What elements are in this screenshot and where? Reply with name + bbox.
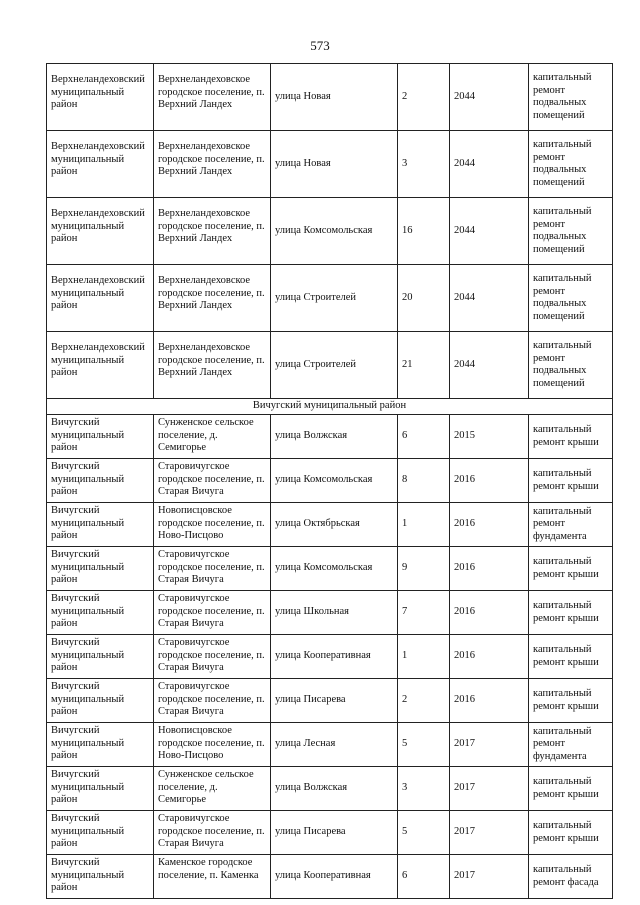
cell-work: капитальный ремонт крыши: [529, 459, 613, 503]
cell-house: 8: [398, 459, 450, 503]
cell-year: 2044: [450, 265, 529, 332]
table-row: [47, 265, 613, 332]
cell-street: улица Писарева: [271, 679, 398, 723]
cell-district: Вичугский муниципальный район: [47, 503, 154, 547]
cell-settlement: Верхнеландеховское городское поселение, п. Верхний Ландех: [154, 64, 271, 131]
table-row: [47, 591, 613, 635]
cell-settlement: Верхнеландеховское городское поселение, п. Верхний Ландех: [154, 198, 271, 265]
cell-house: 1: [398, 503, 450, 547]
table-row: [47, 198, 613, 265]
cell-house: 9: [398, 547, 450, 591]
section-header: [47, 399, 613, 415]
cell-district: Вичугский муниципальный район: [47, 635, 154, 679]
cell-work: капитальный ремонт крыши: [529, 767, 613, 811]
cell-year: 2016: [450, 591, 529, 635]
cell-work: капитальный ремонт подвальных помещений: [529, 265, 613, 332]
cell-work: капитальный ремонт фасада: [529, 855, 613, 899]
cell-district: Верхнеландеховский муниципальный район: [47, 64, 154, 131]
cell-district: Вичугский муниципальный район: [47, 547, 154, 591]
cell-settlement: Старовичугское городское поселение, п. Старая Вичуга: [154, 547, 271, 591]
table-row: [47, 415, 613, 459]
upper-rows: [47, 64, 613, 399]
cell-district: Вичугский муниципальный район: [47, 723, 154, 767]
cell-settlement: Верхнеландеховское городское поселение, п. Верхний Ландех: [154, 265, 271, 332]
cell-house: 2: [398, 64, 450, 131]
cell-district: Верхнеландеховский муниципальный район: [47, 131, 154, 198]
cell-work: капитальный ремонт фундамента: [529, 723, 613, 767]
cell-year: 2015: [450, 415, 529, 459]
cell-settlement: Сунженское сельское поселение, д. Семигорье: [154, 415, 271, 459]
cell-year: 2016: [450, 459, 529, 503]
cell-year: 2017: [450, 723, 529, 767]
cell-house: 21: [398, 332, 450, 399]
table-row: [47, 547, 613, 591]
cell-settlement: Каменское городское поселение, п. Каменка: [154, 855, 271, 899]
cell-street: улица Строителей: [271, 265, 398, 332]
table-row: [47, 131, 613, 198]
cell-year: 2044: [450, 332, 529, 399]
cell-year: 2044: [450, 131, 529, 198]
cell-year: 2016: [450, 679, 529, 723]
cell-year: 2017: [450, 767, 529, 811]
cell-district: Вичугский муниципальный район: [47, 591, 154, 635]
table-row: [47, 811, 613, 855]
cell-settlement: Старовичугское городское поселение, п. Старая Вичуга: [154, 811, 271, 855]
cell-house: 20: [398, 265, 450, 332]
cell-settlement: Старовичугское городское поселение, п. Старая Вичуга: [154, 459, 271, 503]
cell-year: 2044: [450, 64, 529, 131]
cell-street: улица Волжская: [271, 767, 398, 811]
cell-district: Вичугский муниципальный район: [47, 459, 154, 503]
cell-house: 3: [398, 767, 450, 811]
cell-street: улица Комсомольская: [271, 459, 398, 503]
cell-house: 6: [398, 855, 450, 899]
cell-work: капитальный ремонт крыши: [529, 635, 613, 679]
cell-year: 2017: [450, 811, 529, 855]
cell-house: 3: [398, 131, 450, 198]
table-row: [47, 503, 613, 547]
cell-street: улица Комсомольская: [271, 547, 398, 591]
table-row: [47, 64, 613, 131]
section-title: Вичугский муниципальный район: [47, 399, 613, 415]
repair-schedule-table: [46, 63, 613, 899]
cell-street: улица Новая: [271, 64, 398, 131]
cell-work: капитальный ремонт подвальных помещений: [529, 64, 613, 131]
table-row: [47, 855, 613, 899]
cell-settlement: Старовичугское городское поселение, п. Старая Вичуга: [154, 635, 271, 679]
cell-street: улица Волжская: [271, 415, 398, 459]
cell-district: Верхнеландеховский муниципальный район: [47, 265, 154, 332]
cell-district: Вичугский муниципальный район: [47, 679, 154, 723]
cell-street: улица Октябрьская: [271, 503, 398, 547]
cell-work: капитальный ремонт подвальных помещений: [529, 131, 613, 198]
table-row: [47, 459, 613, 503]
cell-district: Верхнеландеховский муниципальный район: [47, 332, 154, 399]
cell-settlement: Новописцовское городское поселение, п. Ново-Писцово: [154, 503, 271, 547]
cell-settlement: Новописцовское городское поселение, п. Ново-Писцово: [154, 723, 271, 767]
cell-street: улица Лесная: [271, 723, 398, 767]
cell-street: улица Школьная: [271, 591, 398, 635]
table-row: [47, 332, 613, 399]
cell-year: 2017: [450, 855, 529, 899]
cell-house: 5: [398, 811, 450, 855]
cell-house: 5: [398, 723, 450, 767]
cell-year: 2016: [450, 503, 529, 547]
cell-year: 2016: [450, 547, 529, 591]
cell-street: улица Строителей: [271, 332, 398, 399]
page-number: 573: [310, 38, 330, 53]
cell-district: Вичугский муниципальный район: [47, 811, 154, 855]
cell-work: капитальный ремонт подвальных помещений: [529, 198, 613, 265]
cell-district: Вичугский муниципальный район: [47, 415, 154, 459]
cell-district: Верхнеландеховский муниципальный район: [47, 198, 154, 265]
cell-house: 7: [398, 591, 450, 635]
cell-year: 2044: [450, 198, 529, 265]
table-row: [47, 679, 613, 723]
cell-house: 6: [398, 415, 450, 459]
cell-work: капитальный ремонт подвальных помещений: [529, 332, 613, 399]
cell-street: улица Новая: [271, 131, 398, 198]
cell-work: капитальный ремонт крыши: [529, 591, 613, 635]
cell-work: капитальный ремонт крыши: [529, 811, 613, 855]
table-row: [47, 635, 613, 679]
cell-work: капитальный ремонт крыши: [529, 679, 613, 723]
cell-settlement: Верхнеландеховское городское поселение, п. Верхний Ландех: [154, 332, 271, 399]
cell-work: капитальный ремонт фундамента: [529, 503, 613, 547]
cell-district: Вичугский муниципальный район: [47, 767, 154, 811]
cell-street: улица Кооперативная: [271, 855, 398, 899]
cell-district: Вичугский муниципальный район: [47, 855, 154, 899]
cell-settlement: Сунженское сельское поселение, д. Семигорье: [154, 767, 271, 811]
cell-house: 16: [398, 198, 450, 265]
cell-street: улица Писарева: [271, 811, 398, 855]
cell-settlement: Старовичугское городское поселение, п. Старая Вичуга: [154, 679, 271, 723]
cell-house: 2: [398, 679, 450, 723]
table-row: [47, 723, 613, 767]
lower-rows: [47, 415, 613, 899]
cell-settlement: Верхнеландеховское городское поселение, п. Верхний Ландех: [154, 131, 271, 198]
cell-work: капитальный ремонт крыши: [529, 415, 613, 459]
cell-settlement: Старовичугское городское поселение, п. Старая Вичуга: [154, 591, 271, 635]
cell-work: капитальный ремонт крыши: [529, 547, 613, 591]
cell-year: 2016: [450, 635, 529, 679]
table-row: [47, 767, 613, 811]
cell-house: 1: [398, 635, 450, 679]
cell-street: улица Комсомольская: [271, 198, 398, 265]
cell-street: улица Кооперативная: [271, 635, 398, 679]
